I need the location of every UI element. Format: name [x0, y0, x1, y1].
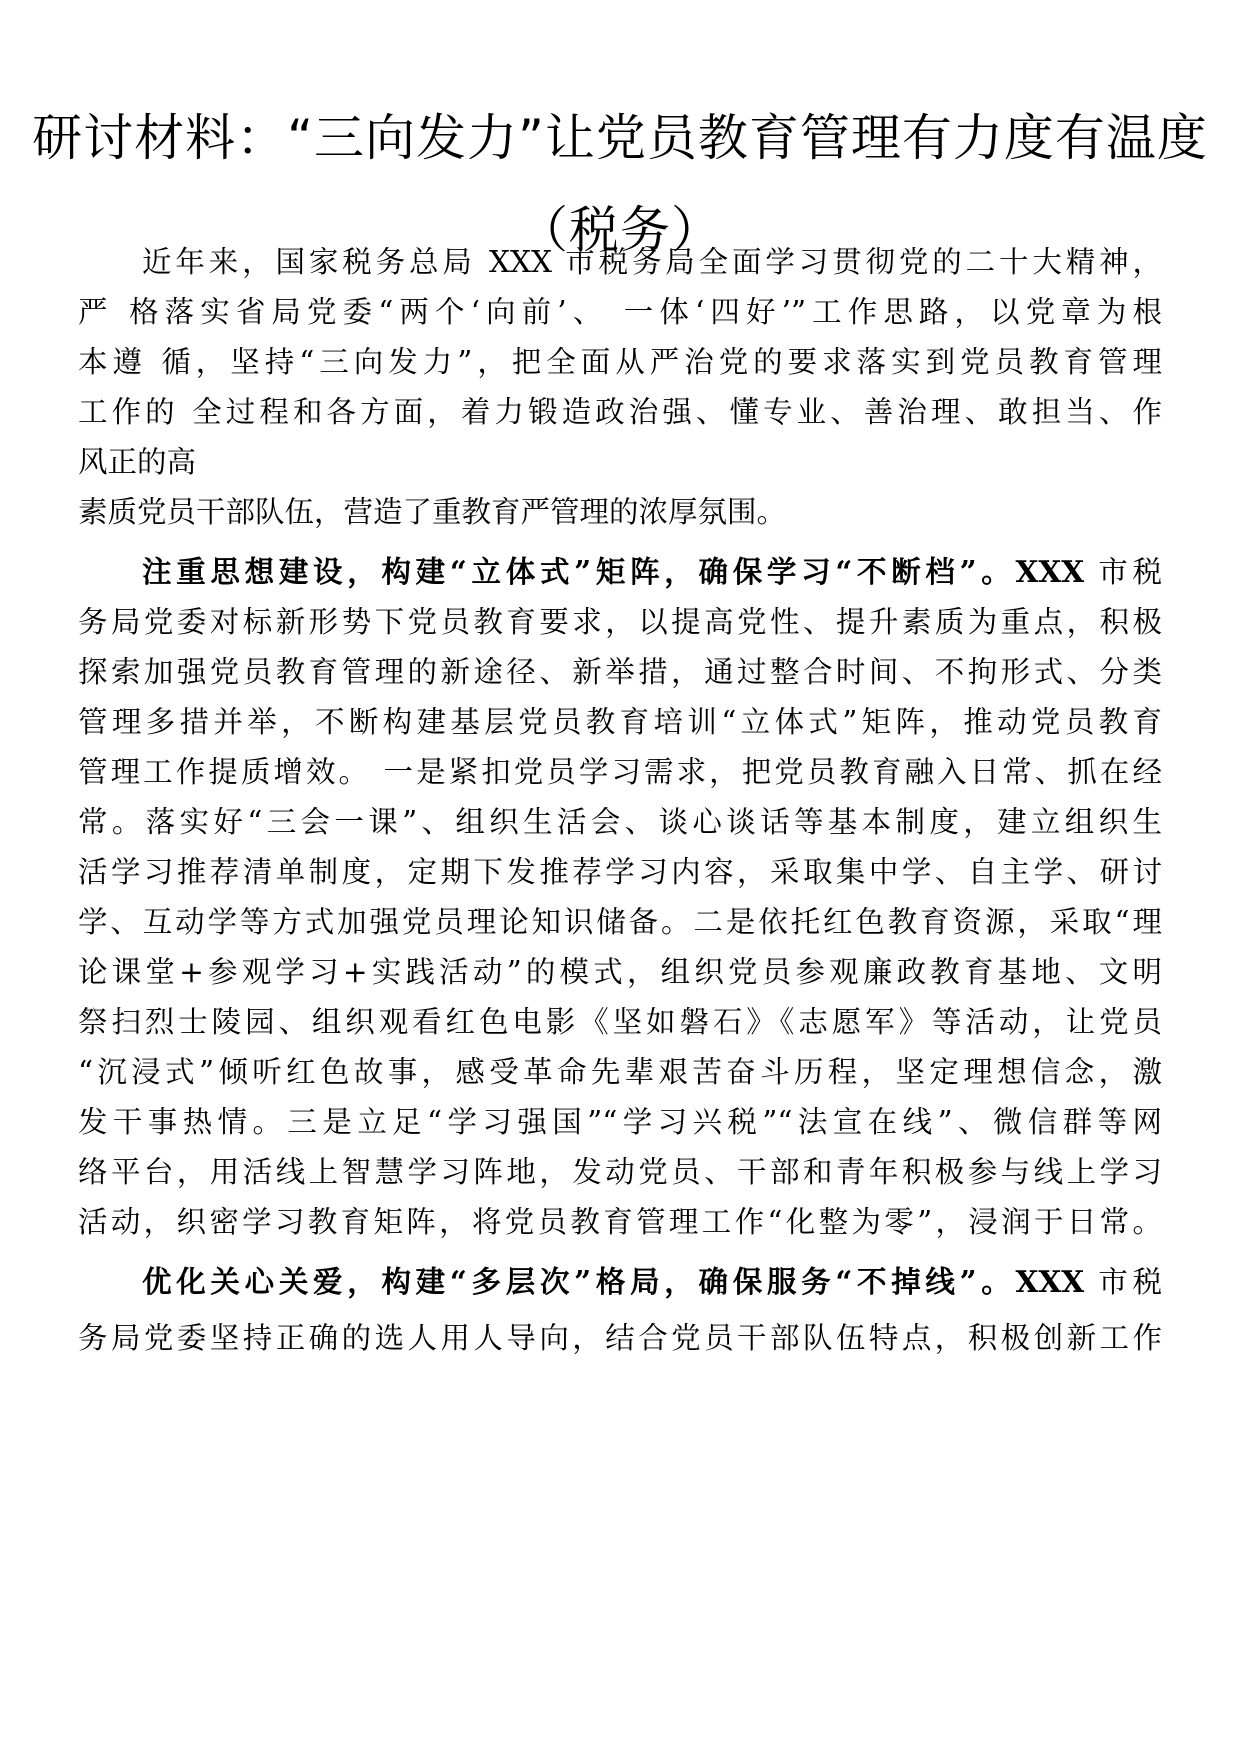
section-1-line: 活动，织密学习教育矩阵，将党员教育管理工作“化整为零”，浸润于日常。: [78, 1205, 1162, 1239]
section-1-line: 管理工作提质增效。 一是紧扣党员学习需求，把党员教育融入日常、抓在经: [78, 755, 1162, 789]
intro-line: 近年来，国家税务总局 XXX 市税务局全面学习贯彻党的二十大精神，: [142, 245, 1162, 279]
document-title-line-2: （税务）: [518, 201, 722, 259]
section-1-heading: 注重思想建设，构建“立体式”矩阵，确保学习“不断档”。XXX: [142, 554, 1085, 589]
section-1-line: 探索加强党员教育管理的新途径、新举措，通过整合时间、不拘形式、分类: [78, 655, 1162, 689]
section-1-line: 祭扫烈士陵园、组织观看红色电影《坚如磐石》《志愿军》等活动，让党员: [78, 1005, 1162, 1039]
section-2-heading-tail: 市税: [1084, 1265, 1162, 1299]
intro-line: 工作的 全过程和各方面，着力锻造政治强、懂专业、善治理、敢担当、作: [78, 395, 1162, 429]
section-2-heading: 优化关心关爱，构建“多层次”格局，确保服务“不掉线”。XXX: [142, 1264, 1085, 1299]
section-1-line: “沉浸式”倾听红色故事，感受革命先辈艰苦奋斗历程，坚定理想信念，激: [78, 1055, 1162, 1089]
section-1-line: 络平台，用活线上智慧学习阵地，发动党员、干部和青年积极参与线上学习: [78, 1155, 1162, 1189]
section-1-line: 管理多措并举，不断构建基层党员教育培训“立体式”矩阵，推动党员教育: [78, 705, 1162, 739]
intro-line: 素质党员干部队伍，营造了重教育严管理的浓厚氛围。: [78, 495, 787, 529]
intro-line: 严 格落实省局党委“两个‘向前’、 一体‘四好’”工作思路，以党章为根: [78, 295, 1162, 329]
intro-line: 风正的高: [78, 445, 197, 479]
section-1-heading-line: [142, 552, 1162, 592]
intro-line: 本遵 循，坚持“三向发力”，把全面从严治党的要求落实到党员教育管理: [78, 345, 1162, 379]
section-1-line: 活学习推荐清单制度，定期下发推荐学习内容，采取集中学、自主学、研讨: [78, 855, 1162, 889]
section-1-line: 发干事热情。三是立足“学习强国”“学习兴税”“法宣在线”、微信群等网: [78, 1105, 1162, 1139]
section-1-line: 学、互动学等方式加强党员理论知识储备。二是依托红色教育资源，采取“理: [78, 905, 1162, 939]
section-2-line: 务局党委坚持正确的选人用人导向，结合党员干部队伍特点，积极创新工作: [78, 1321, 1162, 1355]
section-1-line: 常。落实好“三会一课”、组织生活会、谈心谈话等基本制度，建立组织生: [78, 805, 1162, 839]
section-1-heading-tail: 市税: [1084, 555, 1162, 589]
section-1-line: 论课堂+参观学习+实践活动”的模式，组织党员参观廉政教育基地、文明: [78, 955, 1162, 989]
section-2-heading-line: [142, 1262, 1162, 1302]
document-title-line-1: 研讨材料：“三向发力”让党员教育管理有力度有温度: [32, 109, 1208, 167]
section-1-line: 务局党委对标新形势下党员教育要求，以提高党性、提升素质为重点，积极: [78, 605, 1162, 639]
